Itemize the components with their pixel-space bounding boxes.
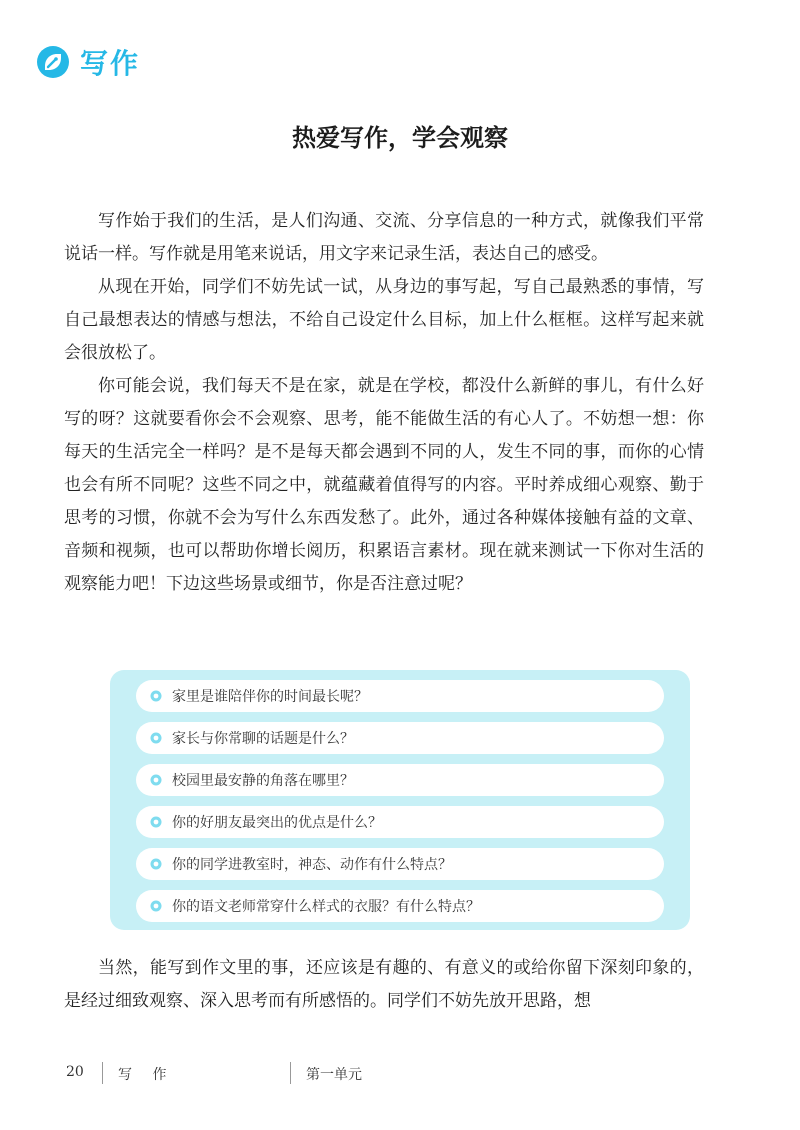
section-header [36,40,140,84]
footer-section: 写 作 [118,1067,175,1083]
question-text: 你的好朋友最突出的优点是什么？ [172,815,382,831]
question-text: 家里是谁陪伴你的时间最长呢？ [172,689,368,705]
page-number: 20 [66,1064,84,1080]
circle-bullet-icon [150,900,162,912]
circle-bullet-icon [150,774,162,786]
circle-bullet-icon [150,858,162,870]
body-text [64,205,704,601]
page-title: 热爱写作，学会观察 [292,124,508,152]
question-item [136,890,664,922]
paragraph: 你可能会说，我们每天不是在家，就是在学校，都没什么新鲜的事儿，有什么好写的呀？这就要看你会不会观察、思考，能不能做生活的有心人了。不妨想一想：你每天的生活完全一样吗？是不是每天都会遇到不同的人，发生不同的事，而你的心情也会有所不同呢？这些不同之中，就蕴藏着值得写的内容。平时养成细心观察、勤于思考的习惯，你就不会为写什么东西发愁了。此外，通过各种媒体接触有益的文章、音频和视频，也可以帮助你增长阅历，积累语言素材。现在就来测试一下你对生活的观察能力吧！下边这些场景或细节，你是否注意过呢？ [64,376,704,594]
question-list [136,680,664,932]
paragraph: 写作始于我们的生活，是人们沟通、交流、分享信息的一种方式，就像我们平常说话一样。写作就是用笔来说话，用文字来记录生活，表达自己的感受。 [64,211,704,264]
question-text: 你的同学进教室时，神态、动作有什么特点？ [172,857,452,873]
footer-divider [290,1062,291,1084]
page-footer [66,1060,766,1090]
body-text-continued [64,952,704,1018]
question-box [110,670,690,930]
question-item [136,848,664,880]
circle-bullet-icon [150,732,162,744]
question-item [136,722,664,754]
question-item [136,806,664,838]
paragraph: 当然，能写到作文里的事，还应该是有趣的、有意义的或给你留下深刻印象的，是经过细致观察、深入思考而有所感悟的。同学们不妨先放开思路，想 [64,958,704,1011]
paragraph: 从现在开始，同学们不妨先试一试，从身边的事写起，写自己最熟悉的事情，写自己最想表达的情感与想法，不给自己设定什么目标，加上什么框框。这样写起来就会很放松了。 [64,277,704,363]
pen-nib-icon [36,45,70,79]
footer-unit: 第一单元 [306,1067,362,1083]
question-text: 你的语文老师常穿什么样式的衣服？有什么特点？ [172,899,480,915]
circle-bullet-icon [150,816,162,828]
footer-divider [102,1062,103,1084]
question-text: 家长与你常聊的话题是什么？ [172,731,354,747]
question-text: 校园里最安静的角落在哪里？ [172,773,354,789]
question-item [136,764,664,796]
question-item [136,680,664,712]
circle-bullet-icon [150,690,162,702]
section-title: 写作 [80,47,141,80]
